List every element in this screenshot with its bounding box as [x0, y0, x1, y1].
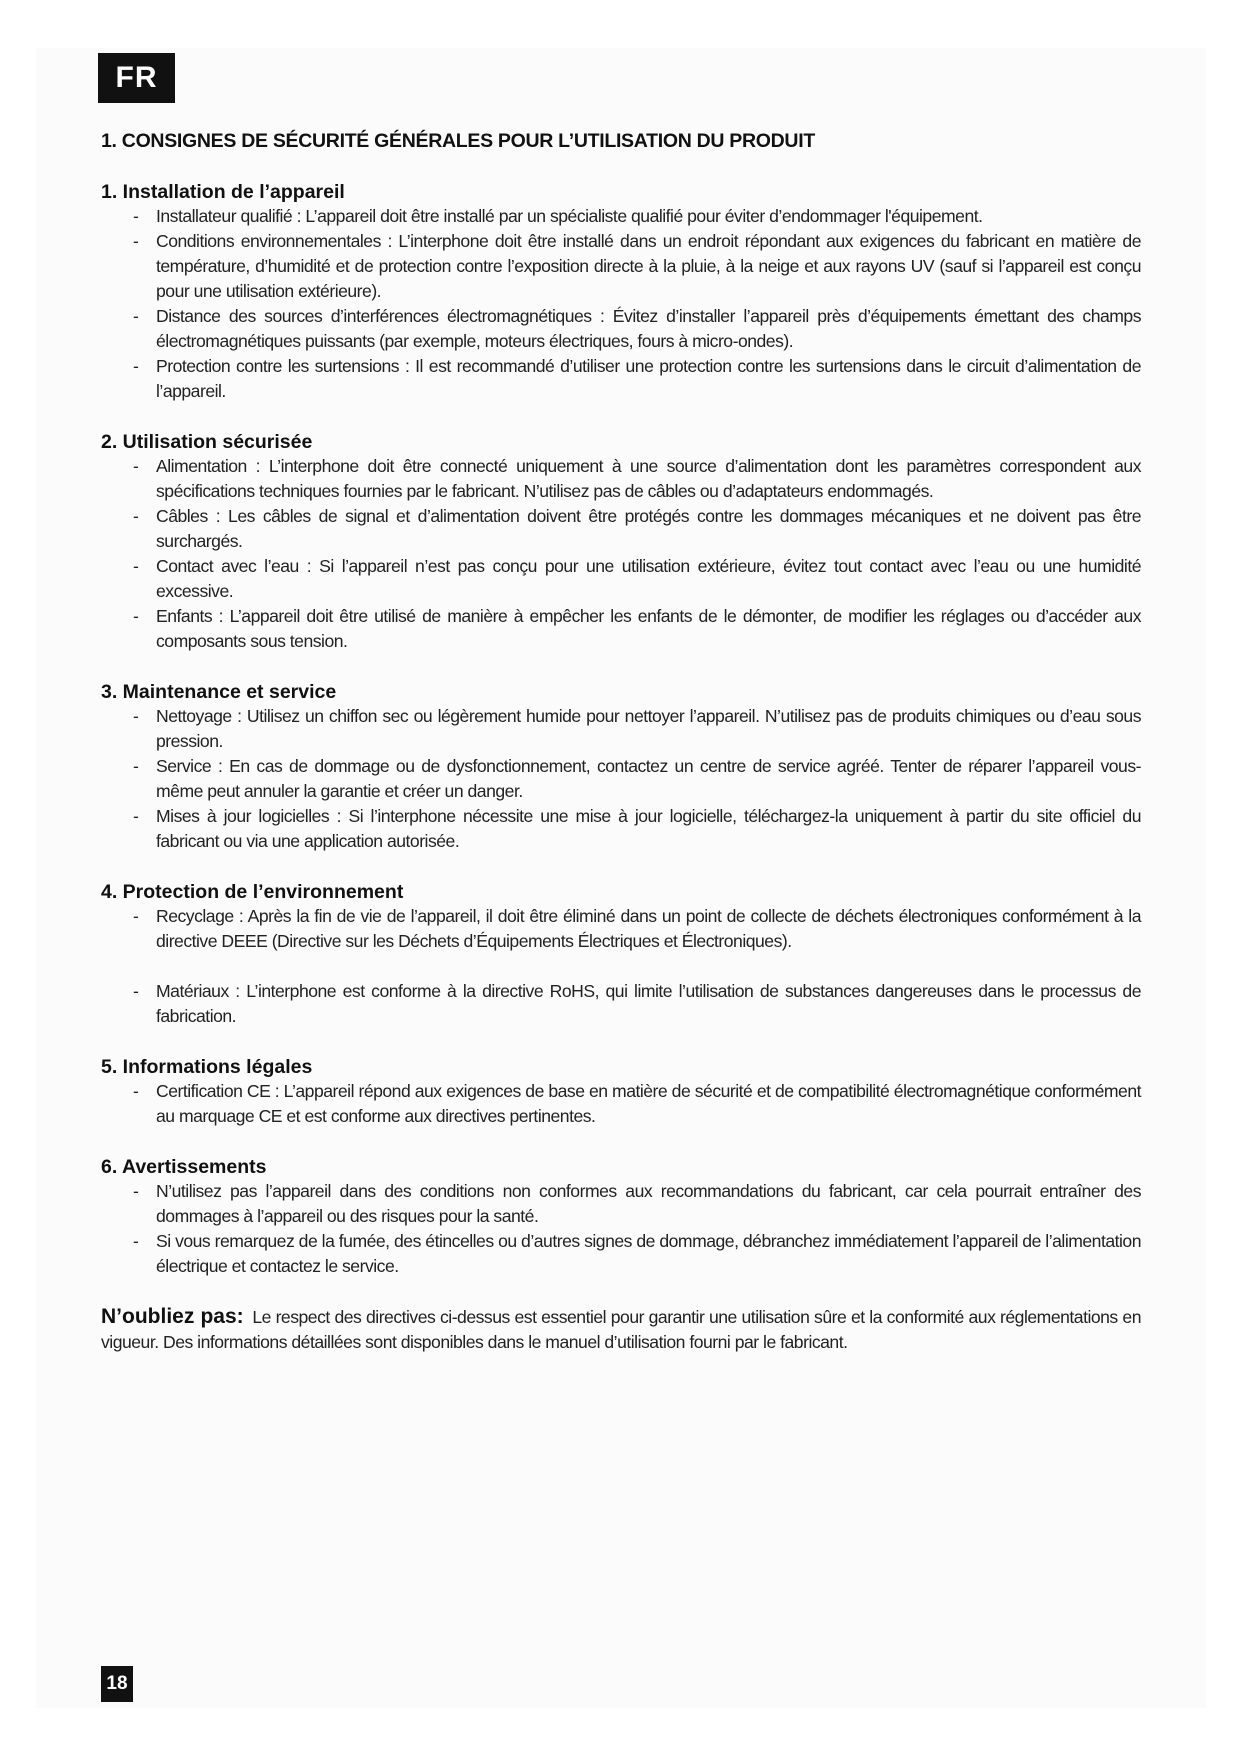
list-item: - Nettoyage : Utilisez un chiffon sec ou légèrement humide pour nettoyer l’appareil. N’utilisez pas de produits chimiques ou d’eau sous pression. [101, 704, 1141, 754]
list-item: - Protection contre les surtensions : Il est recommandé d’utiliser une protection contre les surtensions dans le circuit d’alimentation de l’appareil. [101, 354, 1141, 404]
page-number: 18 [101, 1666, 133, 1702]
list-item: - Enfants : L’appareil doit être utilisé de manière à empêcher les enfants de le démonter, de modifier les réglages ou d’accéder aux composants sous tension. [101, 604, 1141, 654]
section-installation [101, 180, 1141, 404]
list-item: - Certification CE : L’appareil répond aux exigences de base en matière de sécurité et de compatibilité électromagnétique conformément au marquage CE et est conforme aux directives pertinentes. [101, 1079, 1141, 1129]
list-item: - Si vous remarquez de la fumée, des étincelles ou d’autres signes de dommage, débranchez immédiatement l’appareil de l’alimentation électrique et contactez le service. [101, 1229, 1141, 1279]
reminder-paragraph [101, 1304, 1141, 1355]
bullet-list [101, 704, 1141, 854]
section-heading: 4. Protection de l’environnement [101, 881, 404, 903]
list-item: - Contact avec l’eau : Si l’appareil n’est pas conçu pour une utilisation extérieure, évitez tout contact avec l’eau ou une humidité excessive. [101, 554, 1141, 604]
bullet-list [101, 904, 1141, 1029]
list-item: - Distance des sources d’interférences électromagnétiques : Évitez d’installer l’appareil près d’équipements émettant des champs électromagnétiques puissants (par exemple, moteurs électriques, fours à micro-ondes). [101, 304, 1141, 354]
section-heading: 3. Maintenance et service [101, 681, 337, 703]
list-item: - Service : En cas de dommage ou de dysfonctionnement, contactez un centre de service agréé. Tenter de réparer l’appareil vous-même peut annuler la garantie et créer un danger. [101, 754, 1141, 804]
section-informations-legales [101, 1055, 1141, 1129]
bullet-list [101, 204, 1141, 404]
section-avertissements [101, 1155, 1141, 1279]
reminder-text: Le respect des directives ci-dessus est essentiel pour garantir une utilisation sûre et la conformité aux réglementations en vigueur. Des informations détaillées sont disponibles dans le manuel d’utilisation fourni par le fabricant. [101, 1307, 1141, 1352]
list-item: - Recyclage : Après la fin de vie de l’appareil, il doit être éliminé dans un point de collecte de déchets électroniques conformément à la directive DEEE (Directive sur les Déchets d’Équipements Électriques et Électroniques). [101, 904, 1141, 954]
reminder-lead: N’oubliez pas: [101, 1305, 244, 1328]
section-heading: 1. Installation de l’appareil [101, 181, 345, 203]
bullet-list [101, 1179, 1141, 1279]
section-environnement [101, 880, 1141, 1029]
list-item: - Installateur qualifié : L’appareil doit être installé par un spécialiste qualifié pour éviter d’endommager l'équipement. [101, 204, 1141, 229]
document-title: 1. CONSIGNES DE SÉCURITÉ GÉNÉRALES POUR L’UTILISATION DU PRODUIT [101, 130, 815, 152]
bullet-list [101, 1079, 1141, 1129]
language-badge: FR [98, 53, 175, 103]
list-item: - Matériaux : L’interphone est conforme à la directive RoHS, qui limite l’utilisation de substances dangereuses dans le processus de fabrication. [101, 979, 1141, 1029]
list-item: - Câbles : Les câbles de signal et d’alimentation doivent être protégés contre les dommages mécaniques et ne doivent pas être surchargés. [101, 504, 1141, 554]
list-item: - Conditions environnementales : L’interphone doit être installé dans un endroit répondant aux exigences du fabricant en matière de température, d’humidité et de protection contre l’exposition directe à la pluie, à la neige et aux rayons UV (sauf si l’appareil est conçu pour une utilisation extérieure). [101, 229, 1141, 304]
section-utilisation [101, 430, 1141, 654]
bullet-list [101, 454, 1141, 654]
section-heading: 5. Informations légales [101, 1056, 313, 1078]
list-item: - Mises à jour logicielles : Si l’interphone nécessite une mise à jour logicielle, téléchargez-la uniquement à partir du site officiel du fabricant ou via une application autorisée. [101, 804, 1141, 854]
section-heading: 2. Utilisation sécurisée [101, 431, 313, 453]
list-item: - Alimentation : L’interphone doit être connecté uniquement à une source d’alimentation dont les paramètres correspondent aux spécifications techniques fournies par le fabricant. N’utilisez pas de câbles ou d’adaptateurs endommagés. [101, 454, 1141, 504]
section-heading: 6. Avertissements [101, 1156, 267, 1178]
document-body [101, 180, 1141, 1373]
section-maintenance [101, 680, 1141, 854]
list-item: - N’utilisez pas l’appareil dans des conditions non conformes aux recommandations du fabricant, car cela pourrait entraîner des dommages à l’appareil ou des risques pour la santé. [101, 1179, 1141, 1229]
